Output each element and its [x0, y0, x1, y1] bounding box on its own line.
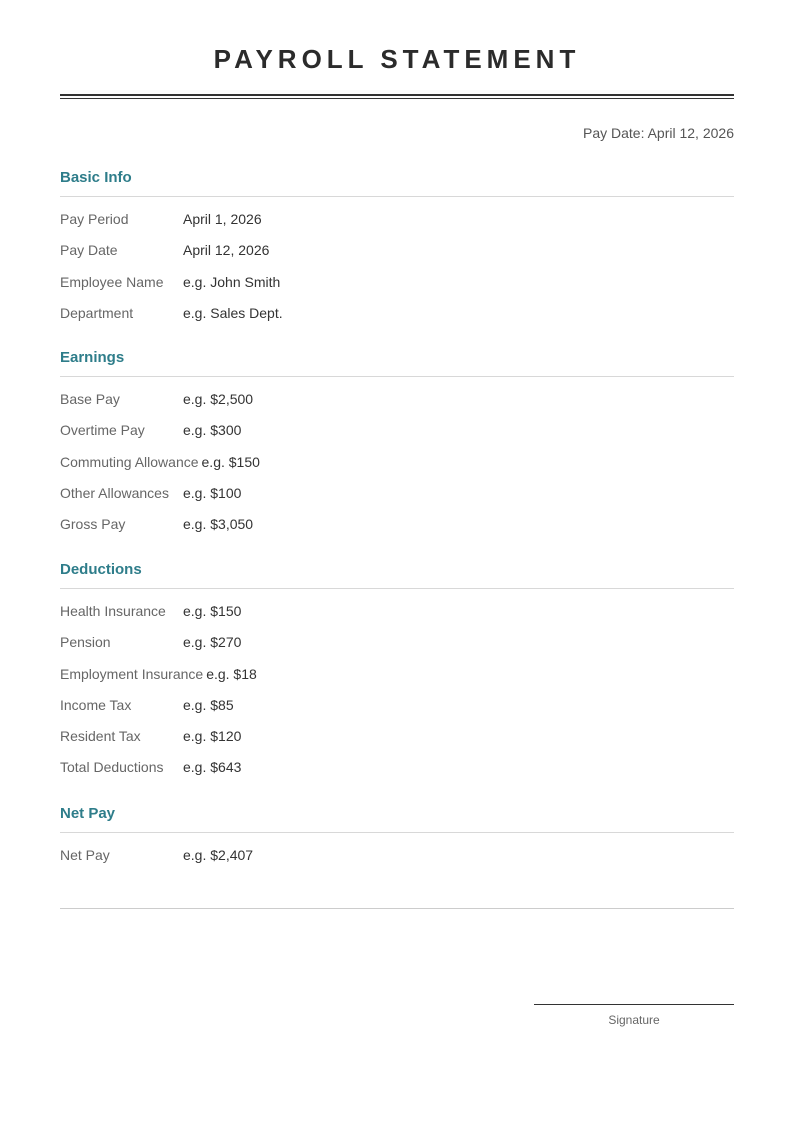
section-title-earnings: Earnings: [60, 349, 125, 366]
row-employee-name: [60, 274, 734, 305]
section-net-pay: [60, 804, 734, 878]
row-value: e.g. John Smith: [183, 273, 281, 290]
row-label: Commuting Allowance: [60, 453, 199, 470]
row-label: Employee Name: [60, 273, 164, 290]
row-employment-insurance: [60, 666, 734, 697]
payroll-statement-page: [60, 0, 734, 1123]
section-earnings: [60, 348, 734, 547]
row-pay-date: [60, 242, 734, 273]
row-value: e.g. $150: [183, 603, 242, 619]
row-value: e.g. $100: [183, 484, 242, 501]
title-rule-top: [60, 94, 734, 96]
title-rule-bottom: [60, 98, 734, 99]
row-label: Pay Date: [60, 242, 118, 259]
section-rule: [60, 588, 734, 589]
row-value: e.g. Sales Dept.: [183, 304, 283, 321]
row-label: Income Tax: [60, 696, 132, 713]
row-label: Health Insurance: [60, 603, 166, 619]
section-title-net-pay: Net Pay: [60, 805, 116, 822]
row-value: e.g. $2,407: [183, 847, 254, 863]
row-value: April 1, 2026: [183, 211, 262, 227]
row-value: e.g. $85: [183, 696, 234, 713]
signature-line: [534, 1004, 734, 1005]
row-value: e.g. $300: [183, 422, 242, 439]
section-rule: [60, 196, 734, 197]
row-label: Pension: [60, 634, 111, 651]
row-total-deductions: [60, 759, 734, 790]
section-title-deductions: Deductions: [60, 561, 142, 578]
row-value: e.g. $18: [206, 665, 257, 682]
row-value: e.g. $643: [183, 759, 242, 776]
footer-rule: [60, 908, 734, 909]
signature-label: Signature: [608, 1013, 660, 1027]
row-pension: [60, 634, 734, 665]
row-label: Net Pay: [60, 847, 110, 863]
row-resident-tax: [60, 728, 734, 759]
row-label: Other Allowances: [60, 484, 169, 501]
row-income-tax: [60, 697, 734, 728]
section-deductions: [60, 560, 734, 791]
section-title-basic-info: Basic Info: [60, 169, 132, 186]
pay-date-header: Pay Date: April 12, 2026: [583, 125, 734, 141]
row-label: Resident Tax: [60, 728, 141, 745]
row-label: Total Deductions: [60, 759, 164, 776]
section-rule: [60, 832, 734, 833]
row-label: Base Pay: [60, 391, 120, 407]
row-gross-pay: [60, 516, 734, 547]
row-value: e.g. $3,050: [183, 516, 254, 533]
section-rule: [60, 376, 734, 377]
row-value: e.g. $120: [183, 728, 242, 745]
section-basic-info: [60, 168, 734, 336]
row-label: Pay Period: [60, 211, 129, 227]
row-other-allowances: [60, 485, 734, 516]
row-value: e.g. $2,500: [183, 391, 254, 407]
row-value: e.g. $270: [183, 634, 242, 651]
row-health-insurance: [60, 603, 734, 634]
row-net-pay: [60, 847, 734, 878]
document-title: PAYROLL STATEMENT: [213, 44, 581, 74]
row-department: [60, 305, 734, 336]
row-pay-period: [60, 211, 734, 242]
row-value: April 12, 2026: [183, 242, 270, 259]
row-base-pay: [60, 391, 734, 422]
row-commuting-allowance: [60, 454, 734, 485]
row-label: Employment Insurance: [60, 665, 204, 682]
row-overtime-pay: [60, 422, 734, 453]
row-value: e.g. $150: [201, 453, 260, 470]
row-label: Gross Pay: [60, 516, 126, 533]
row-label: Overtime Pay: [60, 422, 145, 439]
row-label: Department: [60, 304, 134, 321]
